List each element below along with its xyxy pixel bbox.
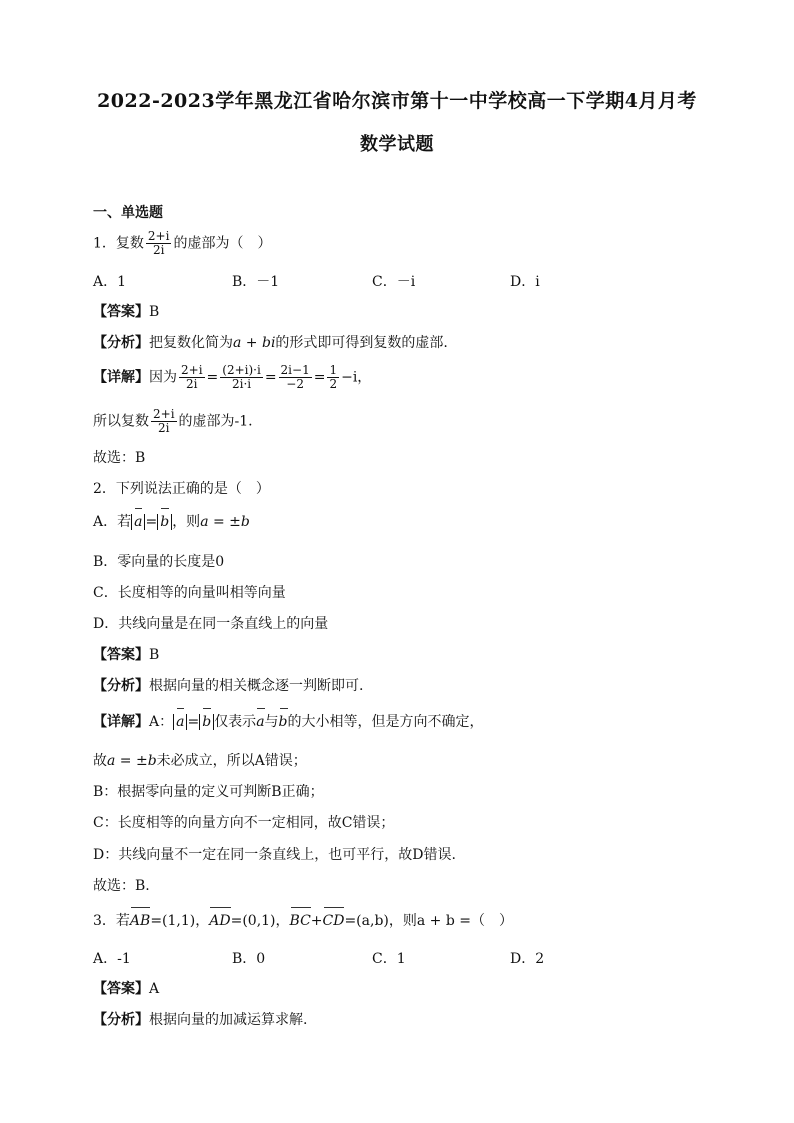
- q2-option-a: A．若 a = b ，则a = ±b: [93, 514, 250, 530]
- q2-option-a-pre: A．若: [93, 514, 132, 530]
- q3-analysis-text: 根据向量的加减运算求解.: [149, 1012, 308, 1028]
- abs-a: a: [131, 514, 145, 530]
- q1-conclusion-post: 的虚部为-1.: [178, 413, 253, 430]
- q2-option-d: D．共线向量是在同一条直线上的向量: [93, 616, 329, 632]
- q1-answer-tag: 【答案】: [93, 304, 149, 320]
- frac-den: 2: [329, 377, 338, 391]
- q3-ab-value: =(1,1)，: [150, 913, 210, 929]
- q1-analysis-expr: a + bi: [233, 335, 276, 351]
- frac-den: −2: [286, 377, 304, 391]
- q1-frac-den: 2i: [152, 243, 165, 257]
- q1-detail-frac1: [179, 364, 205, 391]
- q3-analysis-tag: 【分析】: [93, 1012, 149, 1028]
- q2-stem: 2．下列说法正确的是（ ）: [93, 481, 270, 497]
- q3-option-d: D．2: [510, 951, 545, 967]
- q2-detail-a-pre: A：: [149, 714, 174, 730]
- q1-detail-tag: 【详解】: [93, 369, 149, 386]
- q2-analysis-text: 根据向量的相关概念逐一判断即可.: [149, 678, 364, 694]
- q1-option-b: B．－1: [232, 274, 280, 290]
- q2-detail-a-and: 与: [264, 714, 279, 730]
- q1-prefix: 1．复数: [93, 235, 144, 252]
- q3-cd-value: =(a,b): [344, 913, 389, 929]
- exam-title-line2: 数学试题: [360, 134, 434, 155]
- q2-answer-value: B: [149, 647, 160, 663]
- q2-detail-a-post: 的大小相等，但是方向不确定，: [287, 714, 484, 730]
- q1-detail: 【详解】因为 $\frac{2+i}{2i}$ = $\frac{(2+i)\cdot i}{2i\cdot i}$ = $\frac{2i-1}{-2}$ = $\frac{1}{2}$ −i，: [93, 363, 372, 391]
- q2-detail-a2-post: 未必成立，所以A错误；: [156, 753, 307, 769]
- q2-analysis-tag: 【分析】: [93, 678, 149, 694]
- q2-option-a-rhs: a = ±b: [200, 514, 250, 530]
- vector-cd: CD: [322, 913, 345, 929]
- q1-conclusion-frac: [151, 408, 177, 435]
- q1-detail-tail: −i，: [341, 369, 372, 386]
- q2-analysis: [93, 676, 363, 696]
- q3-answer: [93, 979, 159, 999]
- q1-conclusion-pre: 所以复数: [93, 413, 149, 430]
- q2-choice: 故选：B.: [93, 878, 150, 894]
- vector-bc: BC: [289, 913, 311, 929]
- q3-suffix: ，则a + b =（ ）: [388, 913, 513, 929]
- q2-detail-a2: [93, 751, 307, 771]
- q3-option-b: B．0: [232, 951, 266, 967]
- q1-option-a: A．1: [93, 274, 127, 290]
- q1-detail-frac2: [220, 364, 263, 391]
- q1-analysis-tag: 【分析】: [93, 335, 149, 351]
- q1-suffix: 的虚部为（ ）: [173, 235, 272, 252]
- q3-stem: [93, 911, 513, 931]
- frac-den: 2i: [186, 377, 198, 391]
- q1-option-c: C．－i: [372, 274, 416, 290]
- q1-conclusion: [93, 408, 253, 435]
- q1-answer: [93, 302, 159, 322]
- q1-choice: 故选：B: [93, 450, 146, 466]
- frac-den: 2i: [158, 421, 170, 435]
- abs-a: a: [173, 714, 187, 730]
- frac-den: 2i·i: [231, 377, 252, 391]
- q1-option-d: D．i: [510, 274, 540, 290]
- q3-analysis: [93, 1010, 307, 1030]
- q2-answer: [93, 645, 159, 665]
- vector-a: a: [256, 714, 265, 730]
- q2-option-b: B．零向量的长度是0: [93, 554, 225, 570]
- q3-plus: +: [310, 913, 323, 929]
- q1-analysis-post: 的形式即可得到复数的虚部.: [275, 335, 448, 351]
- q1-fraction: [146, 230, 172, 257]
- q3-answer-tag: 【答案】: [93, 981, 149, 997]
- vector-ad: AD: [209, 913, 231, 929]
- q3-prefix: 3．若: [93, 913, 130, 929]
- frac-num: (2+i)·i: [222, 363, 261, 377]
- frac-num: 2+i: [153, 407, 175, 421]
- section-heading: 一、单选题: [93, 205, 163, 221]
- q3-option-c: C．1: [372, 951, 406, 967]
- q2-detail-a2-expr: a = ±b: [107, 753, 157, 769]
- q2-detail-b: B：根据零向量的定义可判断B正确；: [93, 784, 324, 800]
- vector-ab: AB: [129, 913, 151, 929]
- abs-b: b: [157, 514, 172, 530]
- frac-num: 1: [329, 363, 338, 377]
- q2-detail-a-mid: 仅表示: [214, 714, 257, 730]
- q3-answer-value: A: [149, 981, 160, 997]
- exam-title-line1: 2022-2023学年黑龙江省哈尔滨市第十一中学校高一下学期4月月考: [97, 90, 697, 112]
- q2-detail-c: C：长度相等的向量方向不一定相同，故C错误；: [93, 815, 395, 831]
- q1-answer-value: B: [149, 304, 160, 320]
- q2-detail-d: D：共线向量不一定在同一条直线上，也可平行，故D错误.: [93, 847, 456, 863]
- q3-option-a: A．-1: [93, 951, 131, 967]
- abs-b: b: [199, 714, 214, 730]
- q1-detail-pre: 因为: [149, 369, 177, 386]
- q2-option-a-mid: ，则: [172, 514, 201, 530]
- q2-option-c: C．长度相等的向量叫相等向量: [93, 585, 286, 601]
- q2-detail-a: 【详解】A： a = b 仅表示a与b的大小相等，但是方向不确定，: [93, 714, 484, 730]
- q1-detail-frac3: [279, 364, 312, 391]
- q1-frac-num: 2+i: [147, 229, 170, 243]
- q2-detail-tag: 【详解】: [93, 714, 149, 730]
- q1-analysis-pre: 把复数化简为: [149, 335, 233, 351]
- frac-num: 2i−1: [280, 363, 310, 377]
- vector-b: b: [278, 714, 288, 730]
- q2-answer-tag: 【答案】: [93, 647, 149, 663]
- q1-analysis: [93, 333, 448, 353]
- q1-stem: [93, 230, 271, 257]
- frac-num: 2+i: [181, 363, 203, 377]
- q2-detail-a2-pre: 故: [93, 753, 107, 769]
- q3-ad-value: =(0,1)，: [230, 913, 290, 929]
- q1-detail-frac4: [327, 364, 339, 391]
